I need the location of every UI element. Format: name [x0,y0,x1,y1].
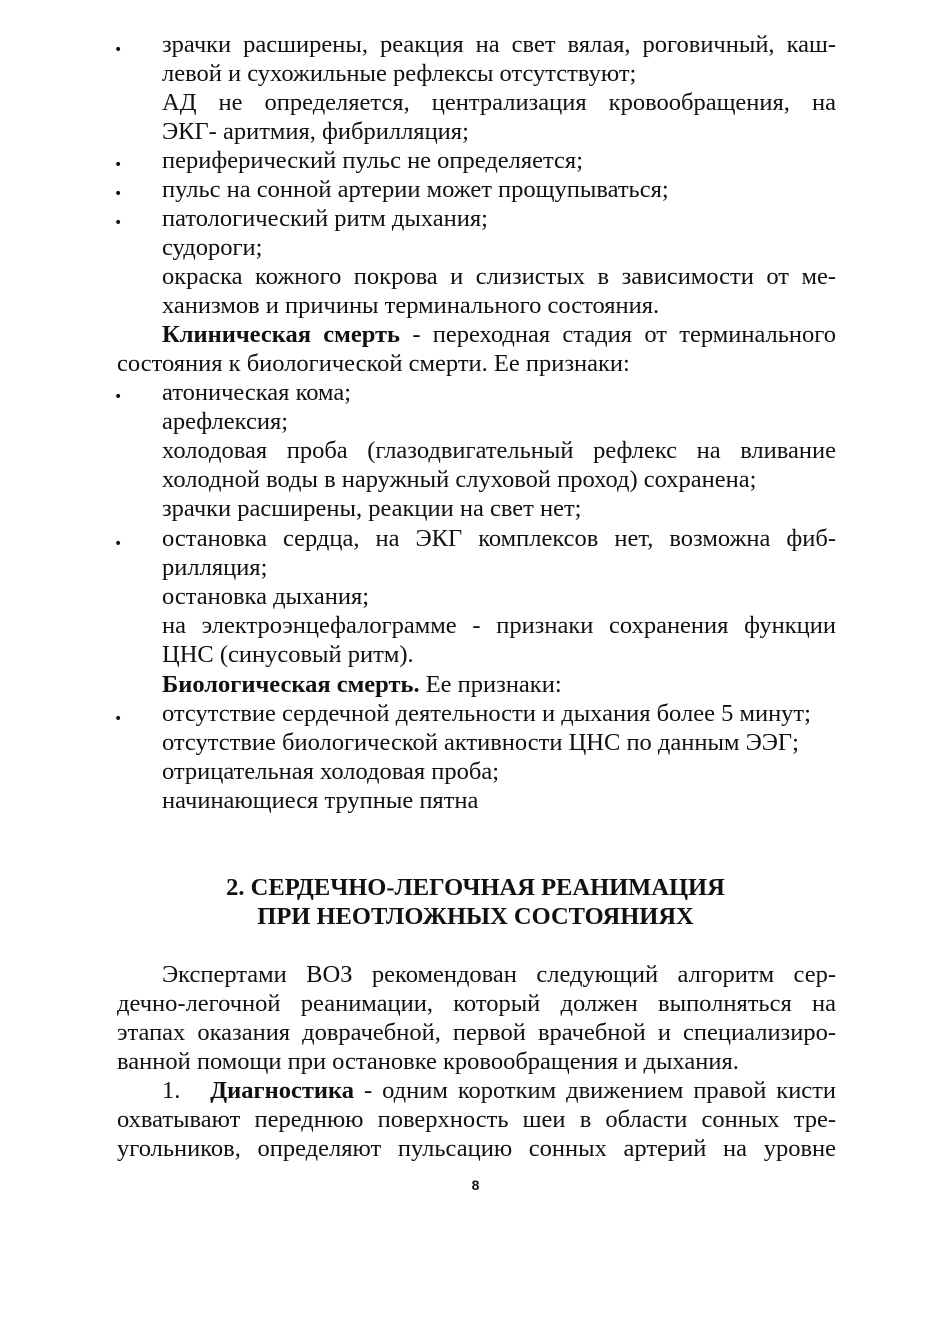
bullet: • [114,711,123,727]
text-line: ЦНС (синусовый ритм). [162,641,414,668]
bullet: • [114,157,123,173]
page-number: 8 [471,1177,480,1193]
bullet: • [114,389,123,405]
text-line: остановка дыхания; [162,583,370,610]
bullet: • [114,186,123,202]
step-number: 1. [162,1077,181,1104]
text-line: холодовая проба (глазодвигательный рефлекс на вливание [162,437,836,464]
text-line: отсутствие биологической активности ЦНС по данным ЭЭГ; [162,729,799,756]
text-line: на электроэнцефалограмме - признаки сохранения функции [162,612,836,639]
text-line: начинающиеся трупные пятна [162,787,479,814]
bullet: • [114,536,123,552]
text-line: ванной помощи при остановке кровообращения и дыхания. [117,1048,739,1075]
bullet: • [114,215,123,231]
text-line: левой и сухожильные рефлексы отсутствуют; [162,60,637,87]
section-heading: ПРИ НЕОТЛОЖНЫХ СОСТОЯНИЯХ [257,903,694,930]
text-line: ханизмов и причины терминального состояния. [162,292,660,319]
text-line: пульс на сонной артерии может прощупываться; [162,176,669,203]
text-line: зрачки расширены, реакции на свет нет; [162,495,582,522]
text-run: Ее признаки: [419,671,562,698]
text-line: остановка сердца, на ЭКГ комплексов нет, возможна фиб- [162,525,836,552]
text-line: АД не определяется, централизация кровообращения, на [162,89,836,116]
text-line: зрачки расширены, реакция на свет вялая, роговичный, каш- [162,31,836,58]
text-line: ЭКГ- аритмия, фибрилляция; [162,118,469,145]
text-line: этапах оказания доврачебной, первой врачебной и специализиро- [117,1019,836,1046]
text-line: отрицательная холодовая проба; [162,758,500,785]
text-line: дечно-легочной реанимации, который должен выполняться на [117,990,836,1017]
term-biological-death: Биологическая смерть. [162,671,420,698]
text-line: угольников, определяют пульсацию сонных артерий на уровне [117,1135,836,1162]
text-line: патологический ритм дыхания; [162,205,488,232]
text-line: окраска кожного покрова и слизистых в зависимости от ме- [162,263,836,290]
text-line: рилляция; [162,554,268,581]
text-line: Экспертами ВОЗ рекомендован следующий алгоритм сер- [162,961,836,988]
text-run: - одним коротким движением правой кисти [354,1077,836,1104]
text-line: атоническая кома; [162,379,352,406]
bullet: • [114,42,123,58]
text-line: арефлексия; [162,408,289,435]
term-diagnostics: Диагностика [210,1077,355,1104]
text-line-definition [162,670,562,699]
text-line-definition [162,320,836,349]
text-line: состояния к биологической смерти. Ее признаки: [117,350,630,377]
term-clinical-death: Клиническая смерть [162,321,401,348]
text-line: охватывают переднюю поверхность шеи в области сонных тре- [117,1106,836,1133]
text-line: периферический пульс не определяется; [162,147,584,174]
text-run: - переходная стадия от терминального [400,321,836,348]
text-line-step [162,1076,836,1105]
text-line: холодной воды в наружный слуховой проход) сохранена; [162,466,757,493]
section-heading: 2. СЕРДЕЧНО-ЛЕГОЧНАЯ РЕАНИМАЦИЯ [226,874,725,901]
text-line: отсутствие сердечной деятельности и дыхания более 5 минут; [162,700,811,727]
text-line: судороги; [162,234,263,261]
